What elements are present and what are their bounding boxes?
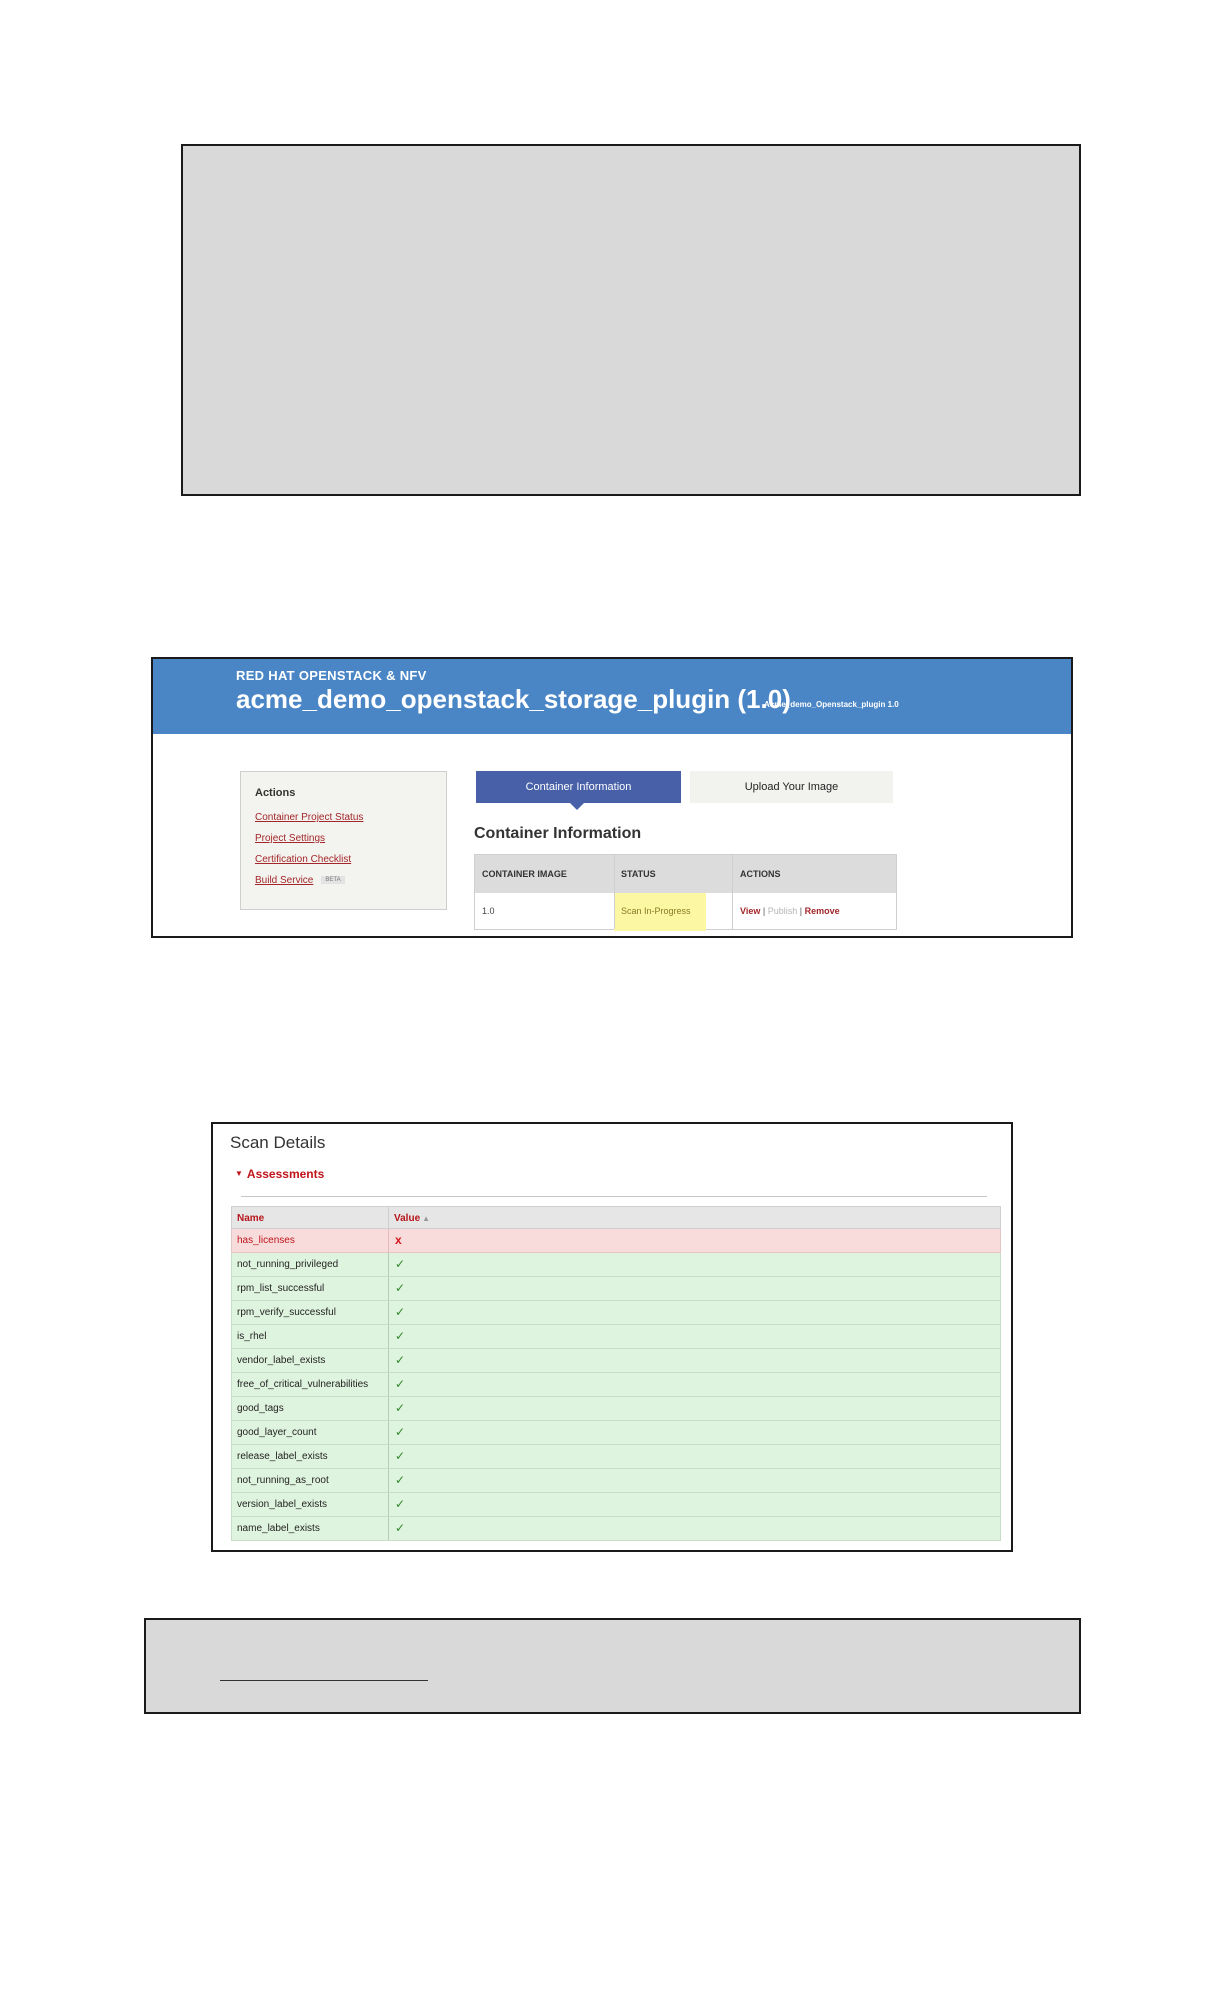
assessment-name: free_of_critical_vulnerabilities — [237, 1379, 369, 1390]
project-settings-link[interactable]: Project Settings — [255, 833, 326, 844]
table-row — [231, 1349, 1001, 1373]
column-divider — [388, 1349, 389, 1372]
assessment-name: name_label_exists — [237, 1523, 320, 1534]
container-project-status-link[interactable]: Container Project Status — [255, 812, 364, 823]
column-divider — [388, 1469, 389, 1492]
assessment-name: is_rhel — [237, 1331, 267, 1342]
table-row — [231, 1373, 1001, 1397]
pass-checkmark: ✓ — [395, 1449, 406, 1463]
assessment-name: vendor_label_exists — [237, 1355, 326, 1366]
column-divider — [614, 855, 615, 929]
table-row — [231, 1445, 1001, 1469]
actions-heading: Actions — [255, 787, 296, 799]
gray-placeholder-box-bottom — [144, 1618, 1081, 1714]
table-row — [231, 1325, 1001, 1349]
assessment-name: not_running_privileged — [237, 1259, 339, 1270]
column-divider — [388, 1277, 389, 1300]
assessment-name: rpm_verify_successful — [237, 1307, 336, 1318]
table-row — [231, 1421, 1001, 1445]
build-service-item — [255, 875, 345, 886]
table-row — [231, 1517, 1001, 1541]
header-name: Name — [237, 1213, 265, 1224]
action-separator: | — [799, 906, 803, 916]
page-subtitle: Acme_demo_Openstack_plugin 1.0 — [764, 700, 899, 709]
pass-checkmark: ✓ — [395, 1281, 406, 1295]
status-text: Scan In-Progress — [621, 906, 691, 916]
cell-container-image: 1.0 — [482, 906, 495, 916]
gray-placeholder-box-top — [181, 144, 1081, 496]
column-divider — [388, 1517, 389, 1540]
assessments-toggle[interactable] — [235, 1167, 324, 1181]
table-row — [231, 1493, 1001, 1517]
assessment-name: not_running_as_root — [237, 1475, 329, 1486]
pass-checkmark: ✓ — [395, 1521, 406, 1535]
table-row — [231, 1397, 1001, 1421]
header-value[interactable] — [394, 1213, 430, 1224]
assessment-name: version_label_exists — [237, 1499, 328, 1510]
cell-actions — [740, 906, 840, 916]
assessment-name: release_label_exists — [237, 1451, 328, 1462]
assessment-name: has_licenses — [237, 1235, 295, 1246]
scan-details-title: Scan Details — [230, 1133, 326, 1152]
header-value-label: Value — [394, 1213, 421, 1224]
certification-checklist-link[interactable]: Certification Checklist — [255, 854, 352, 865]
cell-status — [621, 906, 691, 916]
table-header — [231, 1206, 1001, 1229]
pass-checkmark: ✓ — [395, 1329, 406, 1343]
column-divider — [388, 1325, 389, 1348]
tab-container-information[interactable]: Container Information — [476, 771, 681, 803]
publish-link: Publish — [767, 906, 798, 916]
column-divider — [388, 1373, 389, 1396]
remove-link[interactable]: Remove — [804, 906, 840, 916]
column-divider — [388, 1445, 389, 1468]
tab-pointer — [570, 803, 584, 810]
pass-checkmark: ✓ — [395, 1497, 406, 1511]
container-info-screenshot — [151, 657, 1073, 938]
table-row — [231, 1469, 1001, 1493]
scan-details-screenshot — [211, 1122, 1013, 1552]
column-divider — [388, 1207, 389, 1228]
section-divider — [241, 1196, 987, 1197]
pass-checkmark: ✓ — [395, 1353, 406, 1367]
view-link[interactable]: View — [740, 906, 761, 916]
assessments-table — [231, 1206, 1001, 1541]
table-row — [231, 1301, 1001, 1325]
page-title: acme_demo_openstack_storage_plugin (1.0) — [236, 684, 791, 714]
column-divider — [388, 1397, 389, 1420]
assessments-label: Assessments — [246, 1167, 325, 1181]
product-eyebrow: RED HAT OPENSTACK & NFV — [236, 668, 427, 683]
column-divider — [388, 1229, 389, 1252]
pass-checkmark: ✓ — [395, 1425, 406, 1439]
pass-checkmark: ✓ — [395, 1401, 406, 1415]
table-row — [231, 1253, 1001, 1277]
pass-checkmark: ✓ — [395, 1257, 406, 1271]
container-info-table — [474, 854, 897, 930]
column-divider — [388, 1301, 389, 1324]
assessment-name: rpm_list_successful — [237, 1283, 325, 1294]
table-row — [231, 1229, 1001, 1253]
column-divider — [388, 1253, 389, 1276]
action-separator: | — [762, 906, 766, 916]
tab-upload-your-image[interactable]: Upload Your Image — [690, 771, 893, 803]
pass-checkmark: ✓ — [395, 1377, 406, 1391]
pass-checkmark: ✓ — [395, 1305, 406, 1319]
build-service-link[interactable]: Build Service — [255, 875, 314, 886]
fail-mark: x — [395, 1233, 402, 1247]
assessment-name: good_tags — [237, 1403, 284, 1414]
beta-badge: BETA — [321, 876, 344, 884]
page-header — [153, 659, 1071, 734]
pass-checkmark: ✓ — [395, 1473, 406, 1487]
sort-ascending-icon: ▲ — [422, 1214, 431, 1223]
column-divider — [732, 855, 733, 929]
caret-down-icon: ▼ — [235, 1169, 243, 1178]
header-actions: ACTIONS — [740, 869, 781, 879]
column-divider — [388, 1493, 389, 1516]
actions-panel — [240, 771, 447, 910]
section-title: Container Information — [474, 825, 642, 842]
table-row — [231, 1277, 1001, 1301]
column-divider — [388, 1421, 389, 1444]
assessment-name: good_layer_count — [237, 1427, 317, 1438]
footnote-rule — [220, 1680, 428, 1681]
header-status: STATUS — [621, 869, 656, 879]
header-container-image: CONTAINER IMAGE — [482, 869, 567, 879]
